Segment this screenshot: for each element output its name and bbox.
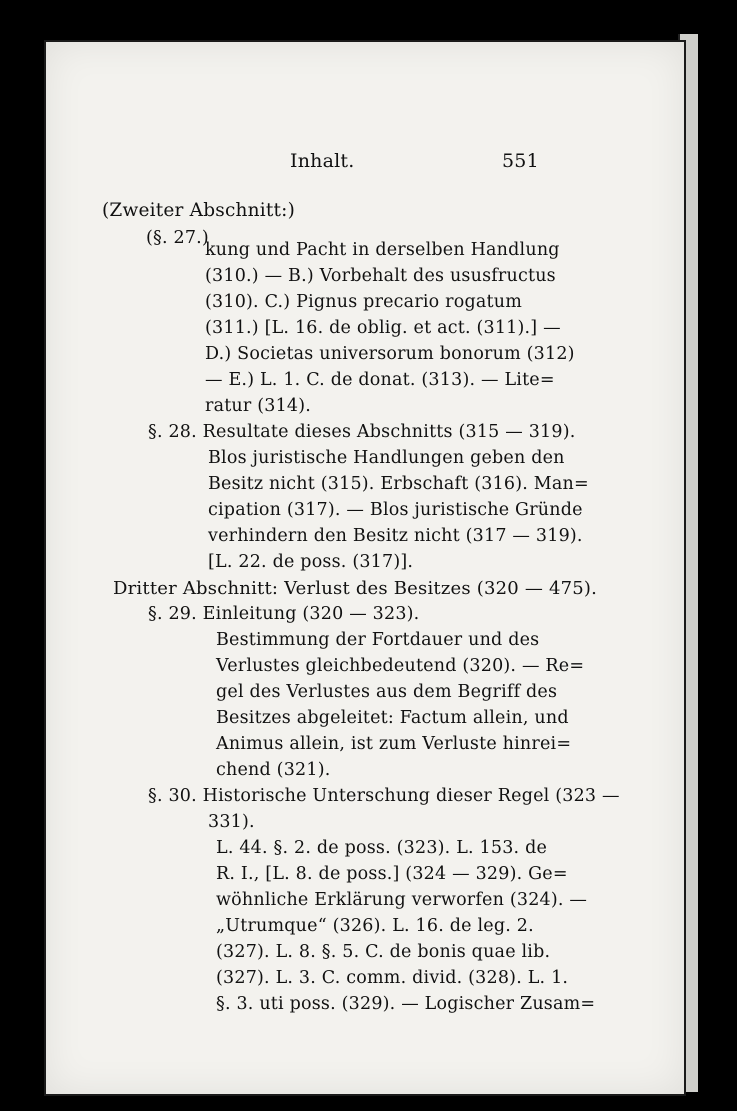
paragraph-entry: §. 28. Resultate dieses Abschnitts (315 — 319). [148, 422, 576, 442]
text-line: wöhnliche Erklärung verworfen (324). — [216, 890, 588, 910]
text-line: chend (321). [216, 760, 331, 780]
paragraph-entry: §. 29. Einleitung (320 — 323). [148, 604, 420, 624]
text-line: ratur (314). [205, 396, 312, 416]
text-line: 331). [208, 812, 255, 832]
text-line: cipation (317). — Blos juristische Gründe [208, 500, 583, 520]
text-line: (327). L. 8. §. 5. C. de bonis quae lib. [216, 942, 551, 962]
text-line: Bestimmung der Fortdauer und des [216, 630, 540, 650]
page-number: 551 [502, 150, 539, 172]
text-line: (327). L. 3. C. comm. divid. (328). L. 1. [216, 968, 569, 988]
text-line: verhindern den Besitz nicht (317 — 319). [208, 526, 583, 546]
text-line: gel des Verlustes aus dem Begriff des [216, 682, 558, 702]
text-line: (310.) — B.) Vorbehalt des ususfructus [205, 266, 556, 286]
section-heading-second: (Zweiter Abschnitt:) [102, 200, 296, 221]
running-head: Inhalt. [290, 150, 355, 172]
text-line: „Utrumque“ (326). L. 16. de leg. 2. [216, 916, 534, 936]
text-line: (310). C.) Pignus precario rogatum [205, 292, 523, 312]
text-line: §. 3. uti poss. (329). — Logischer Zusam= [216, 994, 596, 1014]
text-line: Blos juristische Handlungen geben den [208, 448, 565, 468]
text-line: Besitzes abgeleitet: Factum allein, und [216, 708, 569, 728]
text-line: L. 44. §. 2. de poss. (323). L. 153. de [216, 838, 548, 858]
text-line: Besitz nicht (315). Erbschaft (316). Man= [208, 474, 589, 494]
text-line: Animus allein, ist zum Verluste hinrei= [216, 734, 572, 754]
text-line: (311.) [L. 16. de oblig. et act. (311).] — [205, 318, 561, 338]
paragraph-entry: §. 30. Historische Unterschung dieser Regel (323 — [148, 786, 620, 806]
paragraph-ref: (§. 27.) [146, 228, 209, 248]
text-line: kung und Pacht in derselben Handlung [205, 240, 560, 260]
text-line: [L. 22. de poss. (317)]. [208, 552, 414, 572]
text-line: D.) Societas universorum bonorum (312) [205, 344, 575, 364]
text-line: R. I., [L. 8. de poss.] (324 — 329). Ge= [216, 864, 568, 884]
text-line: Verlustes gleichbedeutend (320). — Re= [216, 656, 585, 676]
section-heading-third: Dritter Abschnitt: Verlust des Besitzes (320 — 475). [113, 578, 598, 599]
text-line: — E.) L. 1. C. de donat. (313). — Lite= [205, 370, 555, 390]
